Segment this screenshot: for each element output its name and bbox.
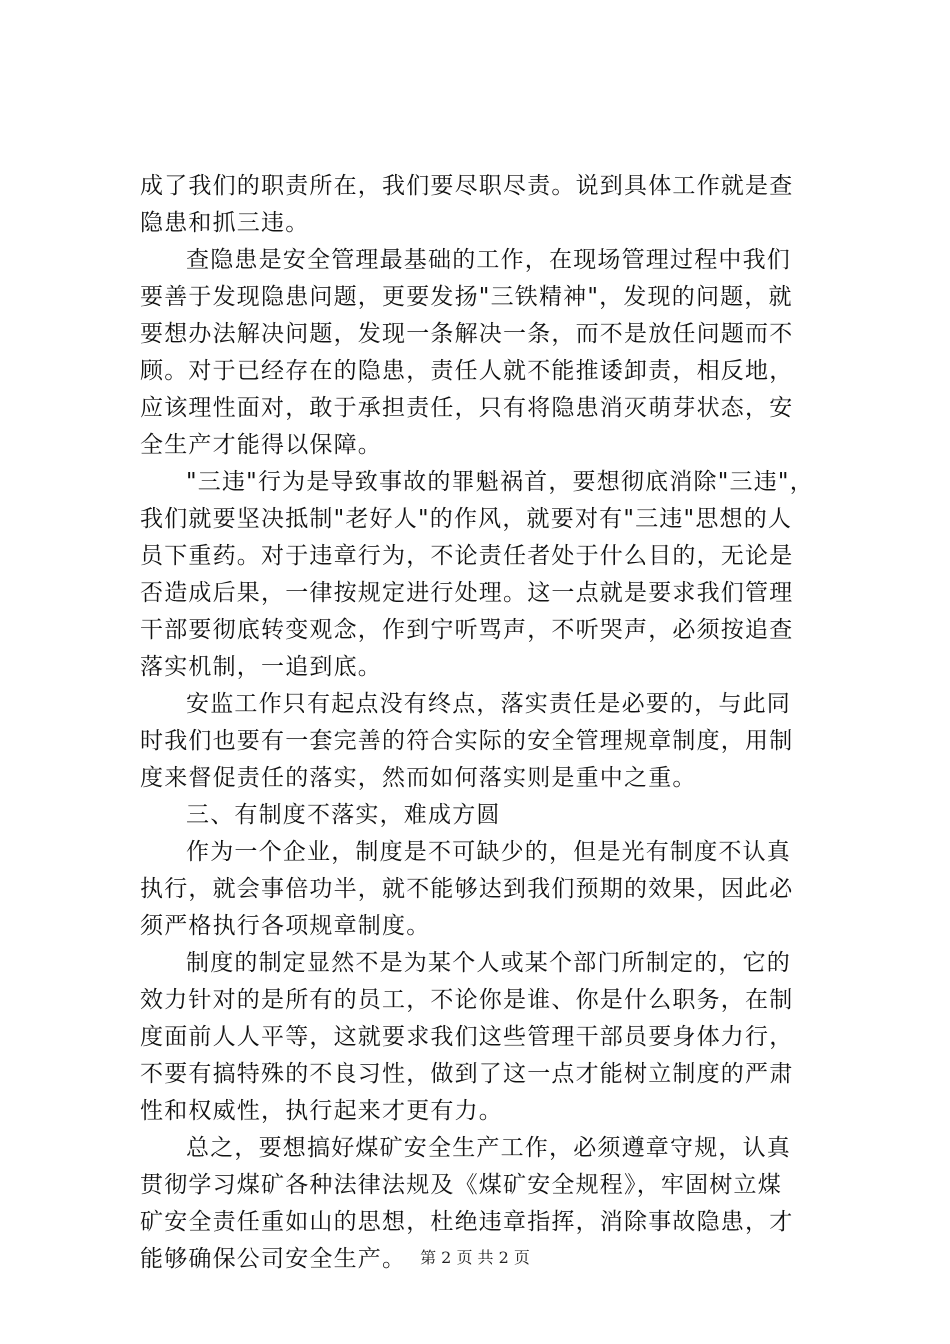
text-line: 制度的制定显然不是为某个人或某个部门所制定的，它的 — [186, 950, 791, 976]
text-line: 时我们也要有一套完善的符合实际的安全管理规章制度，用制 — [140, 728, 794, 754]
text-line: 我们就要坚决抵制"老好人"的作风，就要对有"三违"思想的人 — [140, 506, 793, 532]
text-line: 隐患和抓三违。 — [140, 210, 310, 236]
text-line: 能够确保公司安全生产。 — [140, 1246, 407, 1272]
text-line: 落实机制，一追到底。 — [140, 654, 382, 680]
text-line: 不要有搞特殊的不良习性，做到了这一点才能树立制度的严肃 — [140, 1061, 794, 1087]
text-line: 总之，要想搞好煤矿安全生产工作，必须遵章守规，认真 — [186, 1135, 791, 1161]
text-line: 三、有制度不落实，难成方圆 — [186, 802, 501, 828]
text-line: 性和权威性，执行起来才更有力。 — [140, 1098, 503, 1124]
text-line: "三违"行为是导致事故的罪魁祸首，要想彻底消除"三违"， — [186, 469, 814, 495]
text-line: 否造成后果，一律按规定进行处理。这一点就是要求我们管理 — [140, 580, 794, 606]
text-line: 全生产才能得以保障。 — [140, 432, 382, 458]
text-line: 要善于发现隐患问题，更要发扬"三铁精神"，发现的问题，就 — [140, 284, 793, 310]
text-line: 要想办法解决问题，发现一条解决一条，而不是放任问题而不 — [140, 321, 794, 347]
text-line: 度面前人人平等，这就要求我们这些管理干部员要身体力行， — [140, 1024, 794, 1050]
text-line: 干部要彻底转变观念，作到宁听骂声，不听哭声，必须按追查 — [140, 617, 794, 643]
text-line: 须严格执行各项规章制度。 — [140, 913, 431, 939]
text-line: 度来督促责任的落实，然而如何落实则是重中之重。 — [140, 765, 697, 791]
text-line: 效力针对的是所有的员工，不论你是谁、你是什么职务，在制 — [140, 987, 794, 1013]
text-line: 查隐患是安全管理最基础的工作，在现场管理过程中我们 — [186, 247, 791, 273]
page-footer: 第 2 页 共 2 页 — [420, 1248, 530, 1267]
text-line: 员下重药。对于违章行为，不论责任者处于什么目的，无论是 — [140, 543, 794, 569]
text-line: 应该理性面对，敢于承担责任，只有将隐患消灭萌芽状态，安 — [140, 395, 794, 421]
text-line: 矿安全责任重如山的思想，杜绝违章指挥，消除事故隐患，才 — [140, 1209, 794, 1235]
document-body — [140, 168, 840, 1278]
text-line: 执行，就会事倍功半，就不能够达到我们预期的效果，因此必 — [140, 876, 794, 902]
text-line: 顾。对于已经存在的隐患，责任人就不能推诿卸责，相反地， — [140, 358, 794, 384]
text-line: 作为一个企业，制度是不可缺少的，但是光有制度不认真 — [186, 839, 791, 865]
text-line: 成了我们的职责所在，我们要尽职尽责。说到具体工作就是查 — [140, 173, 794, 199]
text-line: 贯彻学习煤矿各种法律法规及《煤矿安全规程》，牢固树立煤 — [140, 1172, 782, 1198]
text-line: 安监工作只有起点没有终点，落实责任是必要的，与此同 — [186, 691, 791, 717]
